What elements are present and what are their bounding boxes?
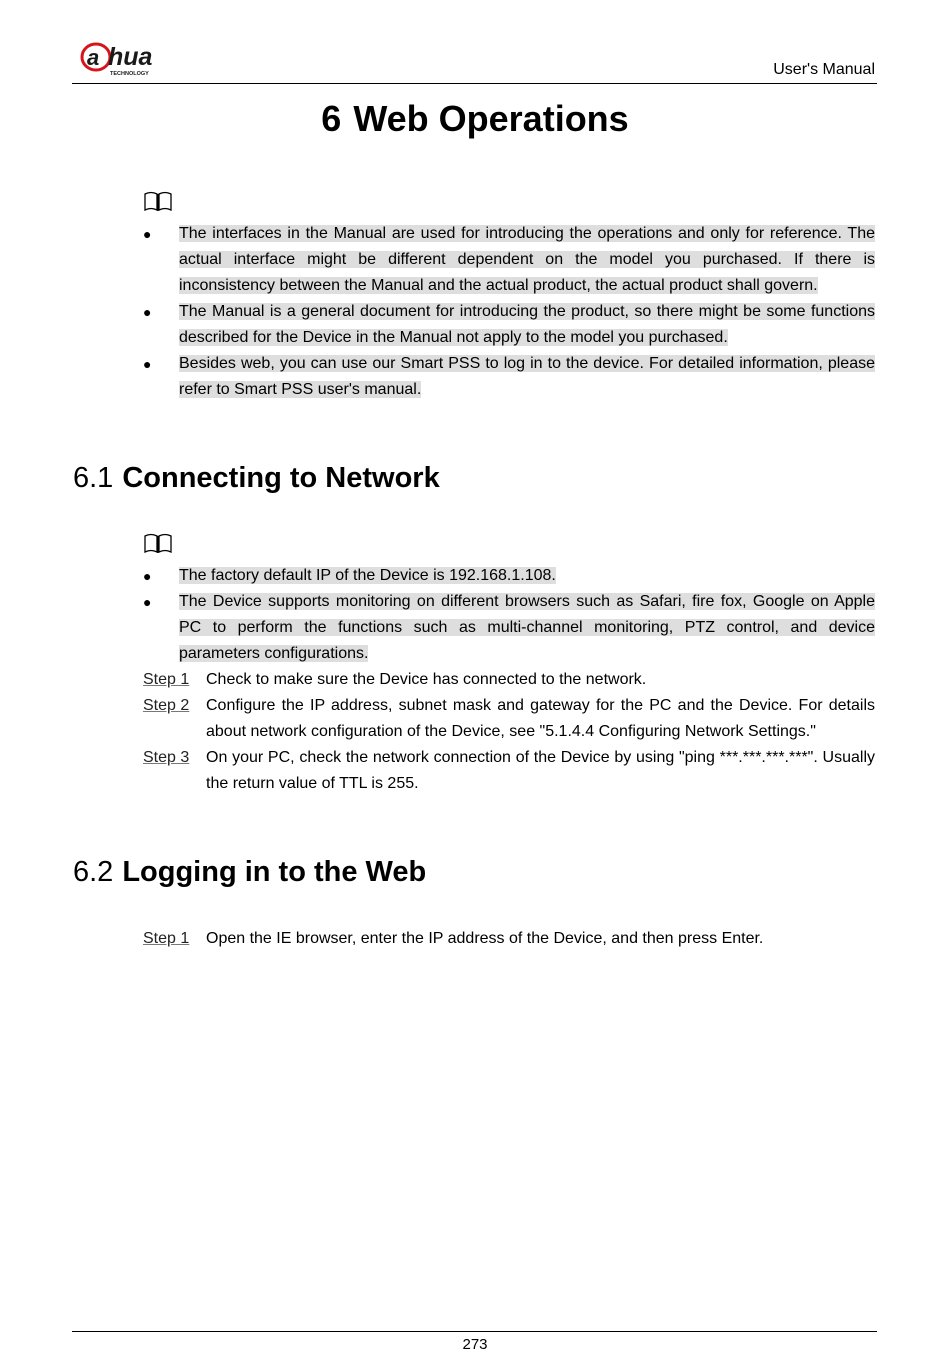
svg-text:hua: hua: [108, 43, 153, 71]
bullet-dot: ●: [143, 304, 152, 320]
list-item: ● The Manual is a general document for introducing the product, so there might be some functions described for the Device in the Manual not apply to the model you purchased.: [143, 299, 875, 351]
network-steps: [143, 667, 875, 797]
bullet-dot: ●: [143, 568, 152, 584]
step-item: [143, 693, 875, 745]
step-label: Step 1: [143, 930, 190, 947]
footer-divider: [72, 1331, 877, 1332]
book-note-icon: [143, 533, 173, 555]
header-divider: [72, 83, 877, 84]
book-note-icon: [143, 191, 173, 213]
list-item: ● The Device supports monitoring on different browsers such as Safari, fire fox, Google on Apple PC to perform the functions such as multi-channel monitoring, PTZ control, and device parameters configurations.: [143, 589, 875, 667]
step-item: [143, 667, 875, 693]
section-number: 6.2: [73, 856, 114, 888]
section-heading: Connecting to Network: [122, 462, 440, 494]
step-text: On your PC, check the network connection of the Device by using "ping ***.***.***.***". Usually the return value of TTL is 255.: [206, 749, 875, 792]
chapter-number: 6: [321, 98, 342, 139]
chapter-title: [0, 98, 950, 140]
page-number: 273: [462, 1336, 488, 1353]
step-label: Step 1: [143, 671, 190, 688]
list-item: ● Besides web, you can use our Smart PSS to log in to the device. For detailed information, please refer to Smart PSS user's manual.: [143, 351, 875, 403]
bullet-dot: ●: [143, 226, 152, 242]
list-item: ● The interfaces in the Manual are used for introducing the operations and only for reference. The actual interface might be different dependent on the model you purchased. If there is inconsistency between the Manual and the actual product, the actual product shall govern.: [143, 221, 875, 299]
manual-title: User's Manual: [773, 61, 875, 78]
network-note-list: [143, 563, 875, 667]
bullet-dot: ●: [143, 594, 152, 610]
step-text: Configure the IP address, subnet mask and gateway for the PC and the Device. For details about network configuration of the Device, see "5.1.4.4 Configuring Network Settings.": [206, 697, 875, 740]
chapter-title-text: Web Operations: [353, 98, 629, 139]
step-label: Step 3: [143, 749, 190, 766]
login-steps: [143, 926, 875, 952]
svg-text:a: a: [87, 45, 100, 70]
svg-text:TECHNOLOGY: TECHNOLOGY: [110, 71, 149, 77]
step-item: [143, 745, 875, 797]
step-label: Step 2: [143, 697, 190, 714]
section-title-connecting: [73, 462, 440, 495]
bullet-dot: ●: [143, 356, 152, 372]
section-title-logging-in: [73, 856, 426, 889]
list-item: ● The factory default IP of the Device is 192.168.1.108.: [143, 563, 875, 589]
dahua-logo: [80, 40, 190, 78]
section-heading: Logging in to the Web: [122, 856, 427, 888]
step-text: Open the IE browser, enter the IP address of the Device, and then press Enter.: [206, 930, 764, 947]
section-number: 6.1: [73, 462, 114, 494]
step-text: Check to make sure the Device has connected to the network.: [206, 671, 647, 688]
step-item: [143, 926, 875, 952]
intro-note-list: [143, 221, 875, 403]
